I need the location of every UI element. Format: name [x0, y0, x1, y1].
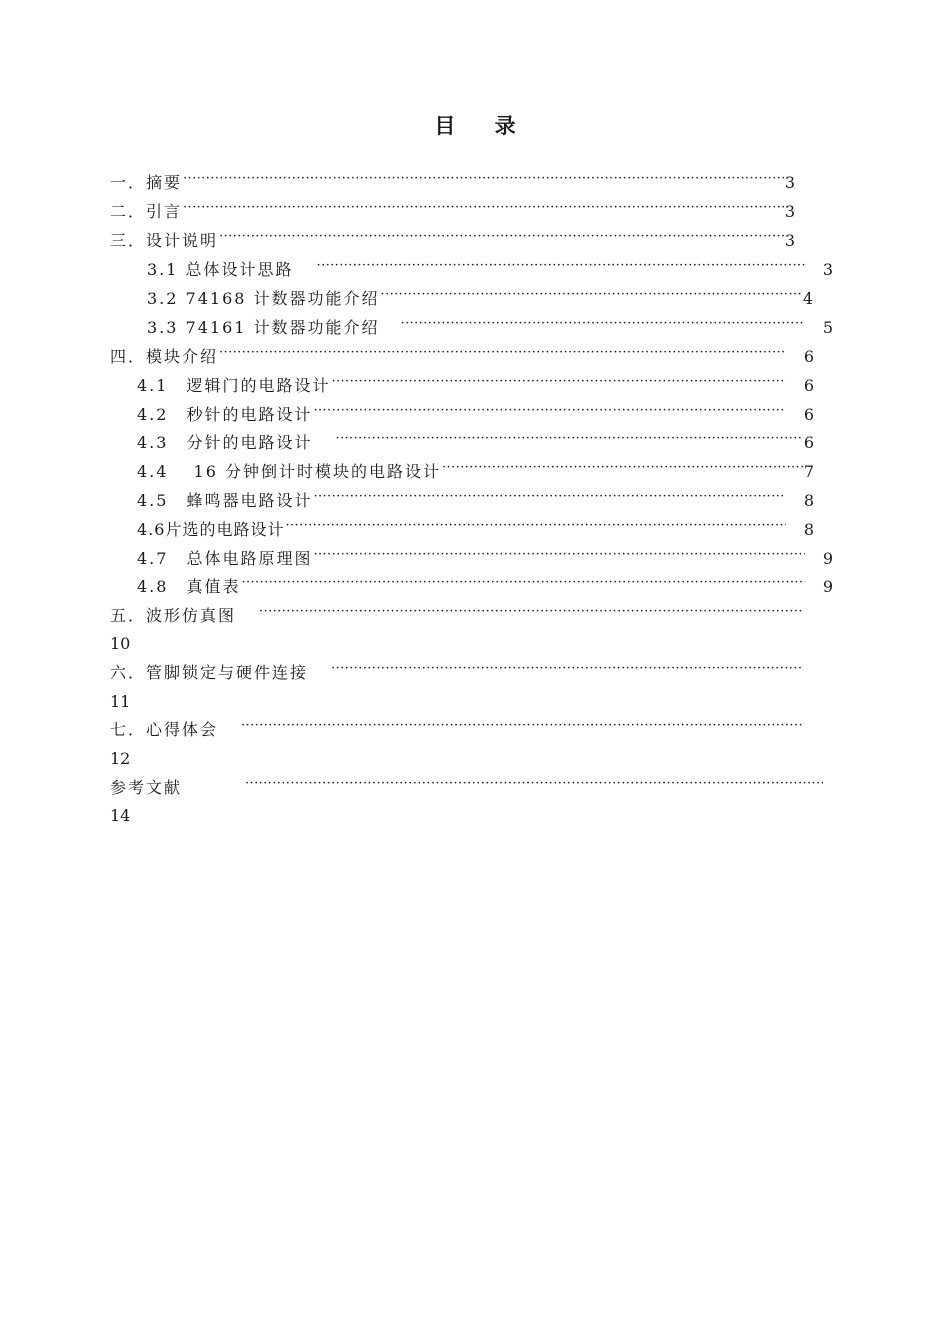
toc-entry-text: 4.5 蜂鸣器电路设计	[137, 491, 313, 510]
toc-leader-dots	[317, 252, 805, 278]
toc-entry[interactable]	[110, 661, 804, 685]
toc-leader-dots	[259, 598, 803, 624]
toc-entry[interactable]	[137, 518, 814, 542]
toc-entry-page: 3	[784, 231, 795, 250]
toc-entry-page: 6	[803, 376, 814, 395]
toc-entry-page: 6	[803, 347, 814, 366]
toc-entry-page: 12	[110, 749, 131, 768]
toc-entry-page: 6	[803, 405, 814, 424]
toc-entry-text: 4.3 分针的电路设计	[137, 433, 313, 452]
toc-entry[interactable]	[137, 374, 814, 398]
toc-entry[interactable]	[137, 547, 833, 571]
toc-leader-dots	[219, 223, 784, 249]
toc-leader-dots	[245, 770, 823, 796]
toc-entry-page: 3	[784, 202, 795, 221]
page-title: 目 录	[434, 113, 532, 138]
toc-entry-page: 8	[803, 491, 814, 510]
toc-entry-text: 五．波形仿真图	[110, 606, 237, 625]
toc-entry-text: 3.1 总体设计思路	[147, 260, 294, 279]
toc-entry-text: 参考文献	[110, 778, 183, 797]
toc-leader-dots	[401, 310, 805, 336]
toc-entry[interactable]	[147, 316, 833, 340]
toc-leader-dots	[442, 454, 803, 480]
toc-entry-page: 10	[110, 634, 131, 653]
toc-entry-page: 3	[822, 260, 833, 279]
toc-leader-dots	[183, 165, 784, 191]
toc-leader-dots	[381, 281, 802, 307]
toc-entry[interactable]	[110, 718, 804, 742]
toc-entry[interactable]	[137, 489, 814, 513]
toc-entry-text: 4.7 总体电路原理图	[137, 549, 313, 568]
toc-entry-text: 六．管脚锁定与硬件连接	[110, 663, 309, 682]
toc-entry-text: 4.4 16 分钟倒计时模块的电路设计	[137, 462, 441, 481]
toc-entry[interactable]	[110, 604, 804, 628]
toc-entry-page: 3	[784, 173, 795, 192]
toc-leader-dots	[183, 194, 784, 220]
toc-leader-dots	[313, 483, 785, 509]
toc-entry-page: 4	[802, 289, 813, 308]
toc-entry-text: 二．引言	[110, 202, 183, 221]
toc-entry[interactable]	[137, 575, 833, 599]
toc-entry[interactable]	[110, 776, 824, 800]
toc-entry[interactable]	[147, 258, 833, 282]
toc-entry[interactable]	[110, 229, 795, 253]
toc-entry-page: 6	[803, 433, 814, 452]
toc-leader-dots	[335, 425, 802, 451]
toc-leader-dots	[241, 712, 803, 738]
toc-entry-text: 一．摘要	[110, 173, 183, 192]
toc-entry-page: 7	[803, 462, 814, 481]
toc-entry-text: 四．模块介绍	[110, 347, 219, 366]
toc-entry[interactable]	[110, 200, 795, 224]
toc-entry-text: 七．心得体会	[110, 720, 219, 739]
toc-entry[interactable]	[147, 287, 813, 311]
toc-entry[interactable]	[110, 345, 814, 369]
toc-entry-page: 9	[822, 577, 833, 596]
toc-leader-dots	[313, 397, 785, 423]
toc-entry-page: 9	[822, 549, 833, 568]
toc-entry-text: 4.8 真值表	[137, 577, 241, 596]
toc-leader-dots	[241, 569, 804, 595]
toc-entry-page: 5	[822, 318, 833, 337]
toc-entry[interactable]	[137, 460, 814, 484]
toc-entry-page: 8	[803, 520, 814, 539]
toc-leader-dots	[331, 655, 803, 681]
toc-entry-text: 4.1 逻辑门的电路设计	[137, 376, 331, 395]
toc-entry-text: 4.2 秒针的电路设计	[137, 405, 313, 424]
toc-entry-text: 3.3 74161 计数器功能介绍	[147, 318, 380, 337]
toc-entry[interactable]	[110, 171, 795, 195]
toc-entry[interactable]	[137, 403, 814, 427]
toc-entry-text: 3.2 74168 计数器功能介绍	[147, 289, 380, 308]
toc-leader-dots	[219, 339, 786, 365]
toc-entry-page: 11	[110, 692, 131, 711]
toc-entry-text: 4.6片选的电路设计	[137, 520, 285, 539]
toc-leader-dots	[313, 541, 804, 567]
toc-entry-page: 14	[110, 806, 131, 825]
toc-leader-dots	[331, 368, 785, 394]
toc-leader-dots	[285, 512, 785, 538]
toc-entry-text: 三．设计说明	[110, 231, 219, 250]
toc-entry[interactable]	[137, 431, 814, 455]
